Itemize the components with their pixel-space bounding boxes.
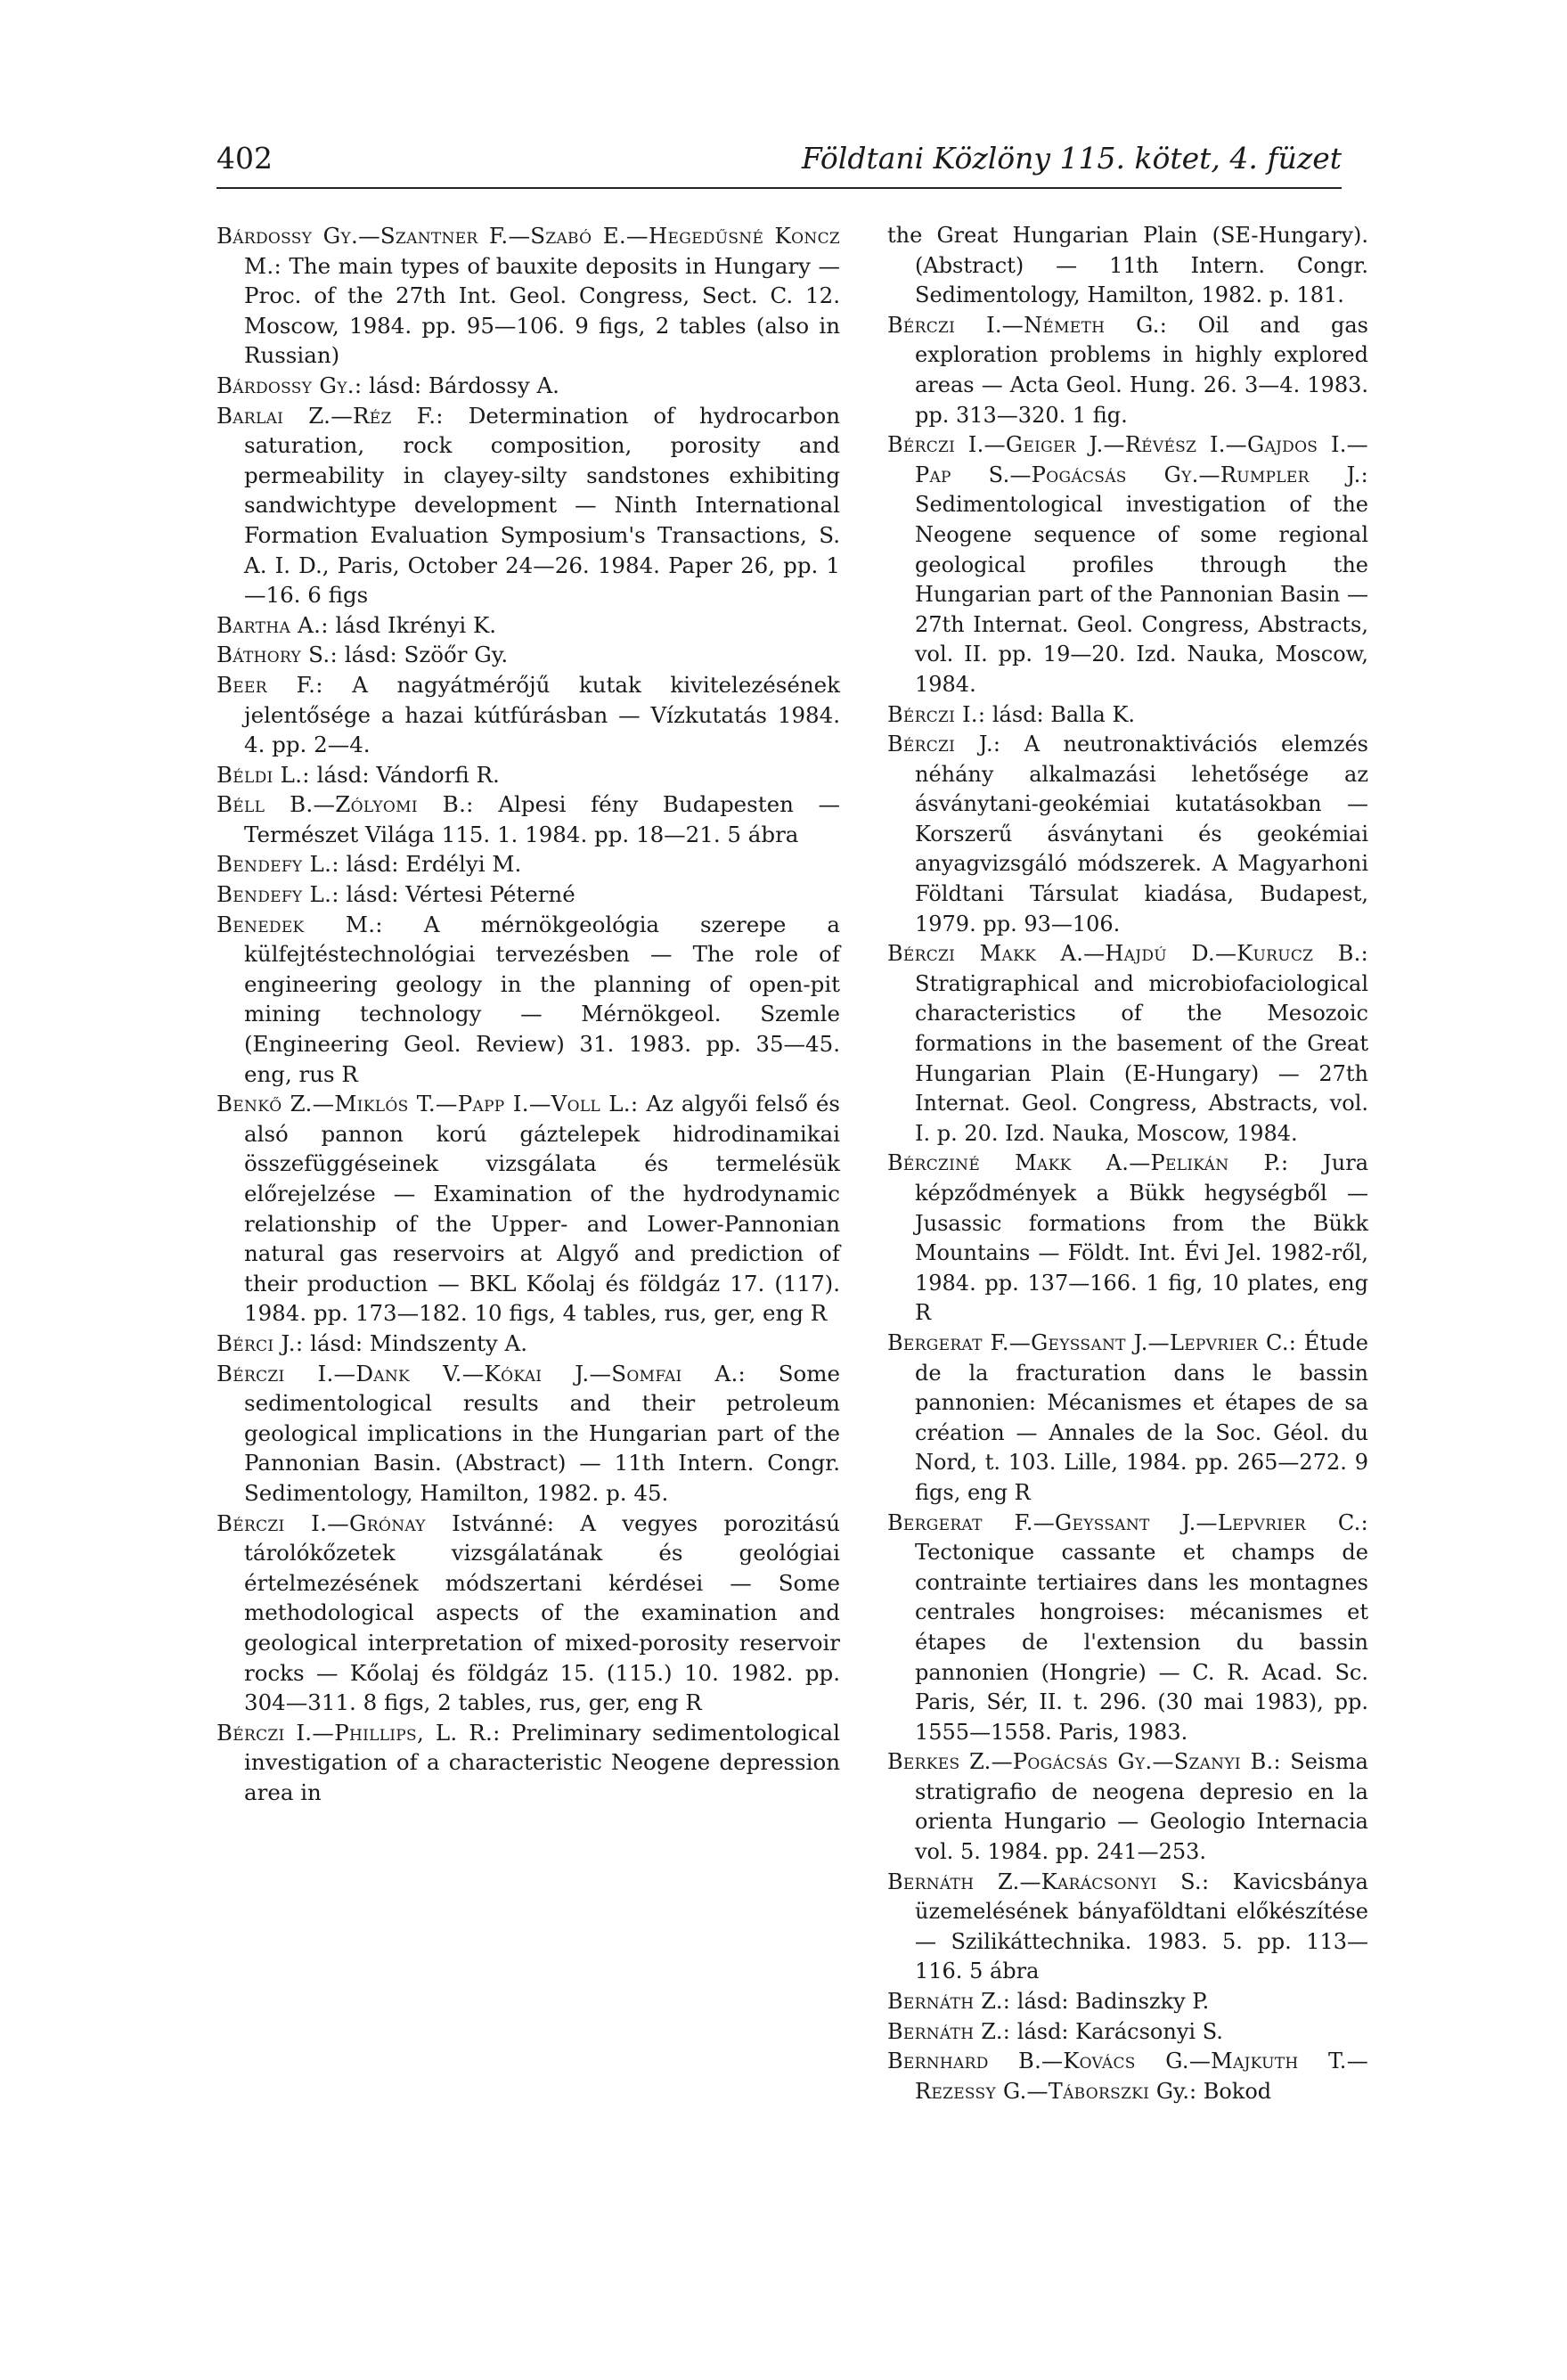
header-rule [216, 187, 1342, 189]
entry-authors: Bendefy L.: [216, 881, 339, 908]
entry-authors: Bárdossy Gy.—Szantner F.—Szabó E.—Hegedűsné Koncz M.: [216, 223, 840, 279]
entry-text: Étude de la fracturation dans le bassin pannonien: Mécanismes et étapes de sa création — Annales de la Soc. Géol. du Nord, t. 103. Lille, 1984. pp. 265—272. 9 figs, eng R [915, 1329, 1368, 1505]
bibliography-entry [887, 1987, 1368, 2017]
bibliography-entry [216, 610, 840, 641]
entry-text: lásd: Vándorfi R. [309, 761, 500, 788]
entry-text: Oil and gas exploration problems in highly explored areas — Acta Geol. Hung. 26. 3—4. 1983. pp. 313—320. 1 fig. [915, 312, 1369, 428]
entry-authors: Benkő Z.—Miklós T.—Papp I.—Voll L.: [216, 1091, 639, 1117]
entry-text: Some sedimentological results and their petroleum geological implications in the Hungarian part of the Pannonian Basin. (Abstract) — 11th Intern. Congr. Sedimentology, Hamilton, 1982. p. 45. [244, 1360, 840, 1506]
entry-authors: Beer F.: [216, 671, 323, 698]
entry-text: Jura képződmények a Bükk hegységből — Jusassic formations from the Bükk Mountains — Földt. Int. Évi Jel. 1982-ről, 1984. pp. 137—166. 1 fig, 10 plates, eng R [915, 1150, 1368, 1326]
bibliography-entry [216, 1718, 840, 1808]
entry-authors: Bernáth Z.—Karácsonyi S.: [887, 1869, 1210, 1894]
bibliography-entry [887, 311, 1368, 430]
bibliography-entry [887, 700, 1368, 731]
entry-authors: Bérczi J.: [887, 732, 1001, 757]
entry-authors: Bartha A.: [216, 611, 329, 638]
bibliography-entry [887, 2017, 1368, 2048]
entry-authors: Bérczi I.—Phillips, L. R.: [216, 1719, 501, 1746]
entry-authors: Bérczi I.—Geiger J.—Révész I.—Gajdos I.—Pap S.—Pogácsás Gy.—Rumpler J.: [887, 432, 1368, 487]
bibliography-right-column [887, 221, 1368, 2106]
entry-text: A neutronaktivációs elemzés néhány alkalmazási lehetősége az ásványtani-geokémiai kutatásokban — Korszerű ásványtani és geokémiai anyagvizsgáló módszerek. A Magyarhoni Földtani Társulat kiadása, Budapest, 1979. pp. 93—106. [915, 732, 1368, 936]
page-number: 402 [216, 141, 273, 176]
page-header [216, 141, 1342, 176]
bibliography-entry [216, 789, 840, 849]
entry-text: lásd: Balla K. [985, 701, 1136, 727]
bibliography-entry [216, 760, 840, 790]
bibliography-entry [887, 2047, 1368, 2106]
entry-authors: Béldi L.: [216, 761, 310, 788]
bibliography-entry [216, 670, 840, 760]
bibliography-entry [887, 1329, 1368, 1509]
entry-authors: Bérczi I.—Németh G.: [887, 312, 1168, 338]
bibliography-entry [887, 1868, 1368, 1987]
bibliography-entry [216, 1089, 840, 1329]
entry-authors: Báthory S.: [216, 642, 338, 668]
bibliography-entry [887, 1509, 1368, 1748]
entry-authors: Benedek M.: [216, 911, 383, 937]
entry-authors: Bernáth Z.: [887, 1989, 1011, 2015]
entry-authors: Bendefy L.: [216, 851, 339, 878]
bibliography-entry [216, 371, 840, 401]
entry-text: Tectonique cassante et champs de contrainte tertiaires dans les montagnes centrales hongroises: mécanismes et étapes de l'extension du bassin pannonien (Hongrie) — C. R. Acad. Sc. Paris, Sér, II. t. 296. (30 mai 1983), pp. 1555—1558. Paris, 1983. [915, 1540, 1368, 1745]
bibliography-entry [216, 1329, 840, 1359]
entry-text: Determination of hydrocarbon saturation, rock composition, porosity and permeability in clayey-silty sandstones exhibiting sandwichtype development — Ninth International Formation Evaluation Symposium's Transactions, S. A. I. D., Paris, October 24—26. 1984. Paper 26, pp. 1—16. 6 figs [244, 402, 841, 609]
bibliography-entry [216, 640, 840, 670]
bibliography-entry [216, 1509, 840, 1718]
entry-text: the Great Hungarian Plain (SE-Hungary). (Abstract) — 11th Intern. Congr. Sedimentology, Hamilton, 1982. p. 181. [887, 223, 1368, 308]
entry-text: Kavicsbánya üzemelésének bányaföldtani előkészítése — Szilikáttechnika. 1983. 5. pp. 113—116. 5 ábra [915, 1869, 1368, 1984]
entry-text: Az algyői felső és alsó pannon korú gáztelepek hidrodinamikai összefüggéseinek vizsgálata és termelésük előrejelzése — Examination of the hydrodynamic relationship of the Upper- and Lower-Pannonian natural gas reservoirs at Algyő and prediction of their production — BKL Kőolaj és földgáz 17. (117). 1984. pp. 173—182. 10 figs, 4 tables, rus, ger, eng R [244, 1091, 840, 1327]
entry-text: Gy.: Bokod [1149, 2078, 1272, 2104]
entry-text: lásd: Erdélyi M. [339, 851, 522, 878]
journal-title: Földtani Közlöny 115. kötet, 4. füzet [801, 141, 1342, 176]
entry-authors: Bércziné Makk A.—Pelikán P.: [887, 1150, 1289, 1176]
entry-text: lásd Ikrényi K. [328, 611, 497, 638]
entry-authors: Bernhard B.—Kovács G.—Majkuth T.—Rezessy G.—Táborszki [887, 2049, 1368, 2104]
entry-text: lásd: Mindszenty A. [303, 1329, 528, 1356]
bibliography-entry [887, 730, 1368, 939]
entry-authors: Bérczi I.—Dank V.—Kókai J.—Somfai A.: [216, 1360, 747, 1386]
entry-authors: Barlai Z.—Réz F.: [216, 402, 444, 429]
entry-text: A nagyátmérőjű kutak kivitelezésének jelentősége a hazai kútfúrásban — Vízkutatás 1984. 4. pp. 2—4. [244, 671, 840, 758]
entry-text: Alpesi fény Budapesten — Természet Világa 115. 1. 1984. pp. 18—21. 5 ábra [244, 791, 840, 847]
entry-text: Preliminary sedimentological investigation of a characteristic Neogene depression area in [244, 1719, 840, 1805]
entry-authors: Bérczi I.: [887, 701, 986, 727]
bibliography-entry [216, 221, 840, 371]
entry-text: Sedimentological investigation of the Neogene sequence of some regional geological profiles through the Hungarian part of the Pannonian Basin — 27th Internat. Geol. Congress, Abstracts, vol. II. pp. 19—20. Izd. Nauka, Moscow, 1984. [915, 492, 1368, 697]
entry-authors: Bérci J.: [216, 1329, 304, 1356]
bibliography-entry [216, 910, 840, 1090]
bibliography-entry [887, 221, 1368, 311]
entry-text: Seisma stratigrafio de neogena depresio en la orienta Hungario — Geologio Internacia vol. 5. 1984. pp. 241—253. [915, 1749, 1368, 1865]
bibliography-left-column [216, 221, 840, 1807]
entry-authors: Béll B.—Zólyomi B.: [216, 791, 474, 818]
entry-text: Stratigraphical and microbiofaciological characteristics of the Mesozoic formations in the basement of the Great Hungarian Plain (E-Hungary) — 27th Internat. Geol. Congress, Abstracts, vol. I. p. 20. Izd. Nauka, Moscow, 1984. [915, 970, 1368, 1146]
bibliography-entry [216, 401, 840, 610]
entry-text: The main types of bauxite deposits in Hungary — Proc. of the 27th Int. Geol. Congress, Sect. C. 12. Moscow, 1984. pp. 95—106. 9 figs, 2 tables (also in Russian) [244, 252, 840, 369]
entry-text: lásd: Karácsonyi S. [1010, 2018, 1223, 2044]
entry-text: lásd: Bárdossy A. [362, 372, 559, 398]
entry-authors: Bergerat F.—Geyssant J.—Lepvrier C.: [887, 1509, 1368, 1535]
entry-authors: Berkes Z.—Pogácsás Gy.—Szanyi B.: [887, 1749, 1281, 1775]
entry-text: lásd: Badinszky P. [1010, 1989, 1210, 2015]
bibliography-entry [216, 879, 840, 910]
bibliography-entry [887, 430, 1368, 699]
entry-authors: Bérczi I.—Grónay [216, 1509, 426, 1536]
entry-authors: Bergerat F.—Geyssant J.—Lepvrier C.: [887, 1329, 1297, 1355]
bibliography-entry [216, 849, 840, 879]
entry-text: lásd: Vértesi Péterné [339, 881, 575, 908]
entry-authors: Bernáth Z.: [887, 2018, 1011, 2044]
bibliography-entry [887, 1149, 1368, 1329]
entry-authors: Bérczi Makk A.—Hajdú D.—Kurucz B.: [887, 941, 1368, 967]
entry-authors: Bárdossy Gy.: [216, 372, 363, 398]
bibliography-entry [216, 1359, 840, 1509]
bibliography-entry [887, 1747, 1368, 1867]
entry-text: lásd: Szöőr Gy. [338, 642, 509, 668]
entry-text: Istvánné: A vegyes porozitású tárolókőzetek vizsgálatának és geológiai értelmezésének módszertani kérdései — Some methodological aspects of the examination and geological interpretation of mixed-porosity reservoir rocks — Kőolaj és földgáz 15. (115.) 10. 1982. pp. 304—311. 8 figs, 2 tables, rus, ger, eng R [244, 1509, 840, 1716]
entry-text: A mérnökgeológia szerepe a külfejtéstechnológiai tervezésben — The role of engineering geology in the planning of open-pit mining technology — Mérnökgeol. Szemle (Engineering Geol. Review) 31. 1983. pp. 35—45. eng, rus R [244, 911, 840, 1087]
bibliography-entry [887, 939, 1368, 1149]
